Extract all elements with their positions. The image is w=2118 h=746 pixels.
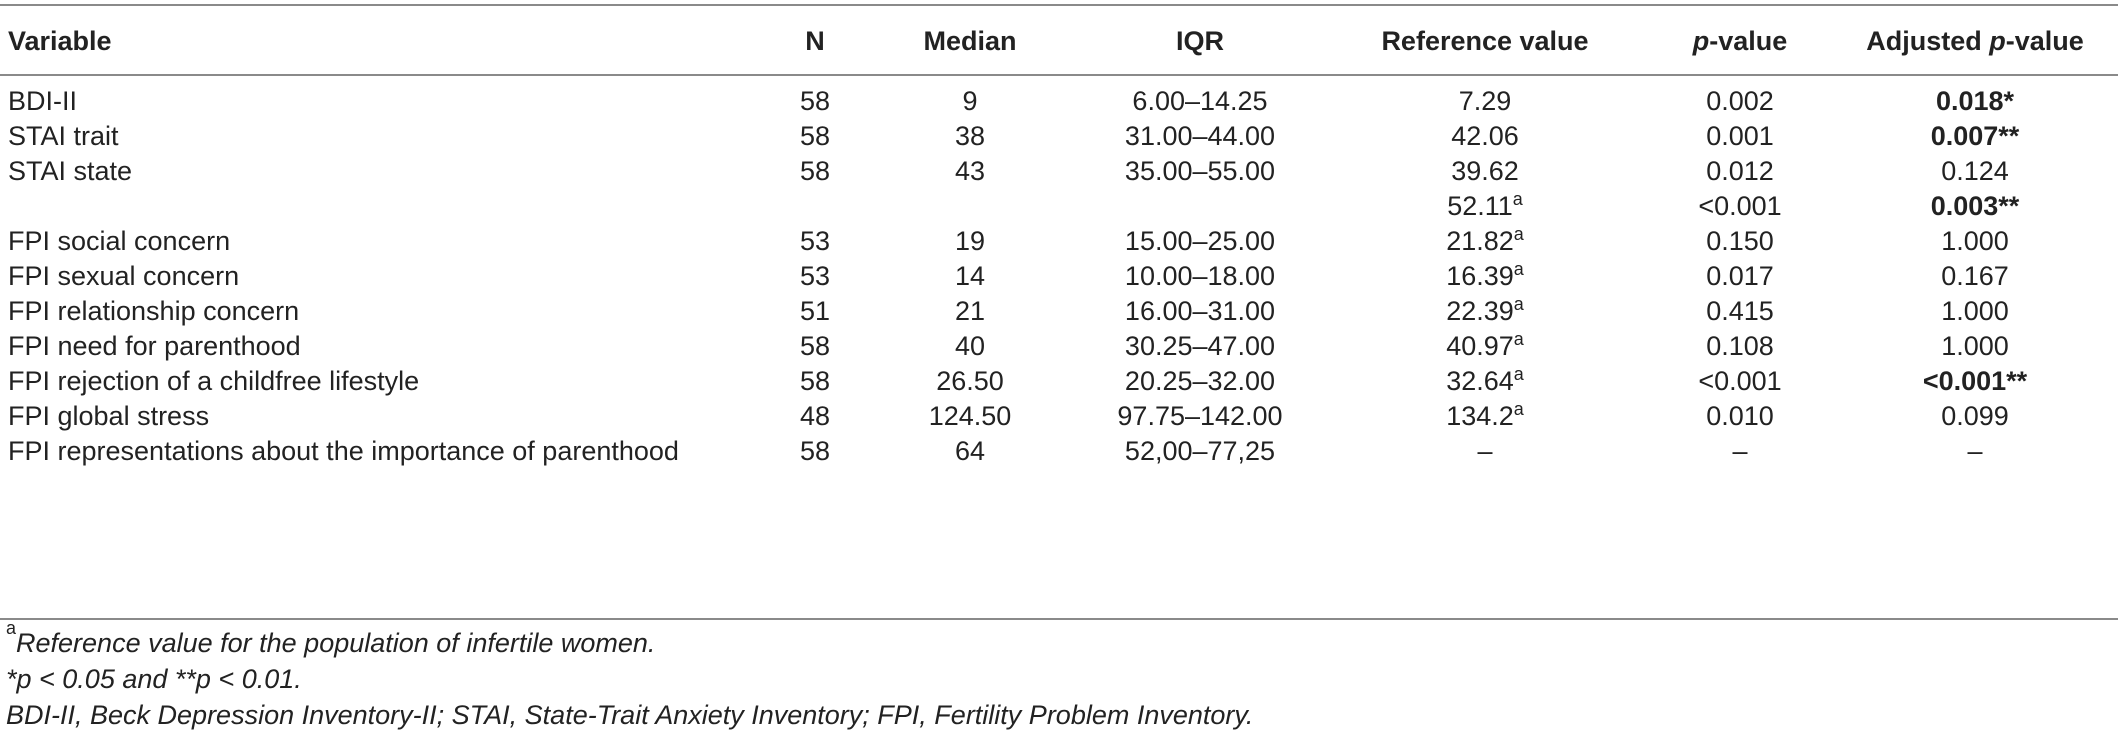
- cell-median: [870, 428, 1070, 475]
- cell-reference-value: [1330, 428, 1640, 475]
- cell-adjusted-p-value-text: 1.000: [1941, 296, 2009, 326]
- cell-reference-value: 22.39 $^a$: [1446, 293, 1524, 326]
- cell-reference-value: 32.64 $^a$: [1446, 363, 1524, 396]
- cell-variable-text: FPI global stress: [8, 401, 210, 431]
- cell-variable-text: FPI representations about the importance of parenthood: [8, 436, 679, 466]
- cell-adjusted-p-value-text: 1.000: [1941, 226, 2009, 256]
- cell-median-text: 9: [962, 86, 978, 116]
- cell-iqr-text: 97.75–142.00: [1117, 401, 1283, 431]
- cell-n-text: 58: [799, 121, 831, 151]
- header-adj-suffix: -value: [2005, 25, 2084, 56]
- cell-iqr-text: 20.25–32.00: [1124, 366, 1276, 396]
- header-variable: Variable: [8, 25, 112, 56]
- cell-n-text: 58: [799, 86, 831, 116]
- header-n: N: [805, 25, 825, 56]
- cell-n: [760, 428, 870, 475]
- header-p-suffix: -value: [1709, 25, 1788, 56]
- cell-median-text: 38: [954, 121, 986, 151]
- cell-iqr-text: 31.00–44.00: [1124, 121, 1276, 151]
- cell-n-text: 58: [799, 331, 831, 361]
- cell-median-text: 43: [954, 156, 986, 186]
- cell-adjusted-p-value-text: 0.167: [1941, 261, 2009, 291]
- table-row: [0, 428, 2118, 475]
- cell-variable-text: FPI relationship concern: [8, 296, 300, 326]
- header-iqr: IQR: [1175, 25, 1224, 56]
- cell-variable-text: STAI state: [8, 156, 133, 186]
- footnote-significance: *p < 0.05 and **p < 0.01.: [6, 664, 302, 694]
- cell-reference-value-text: 42.06: [1451, 121, 1519, 151]
- cell-p-value-text: 0.415: [1706, 296, 1774, 326]
- cell-adjusted-p-value-text: –: [1967, 436, 1983, 466]
- header-reference-value: Reference value: [1381, 25, 1589, 56]
- cell-p-value-text: 0.012: [1706, 156, 1774, 186]
- cell-adjusted-p-value-text: 0.003**: [1930, 191, 2020, 221]
- cell-reference-value-text: 39.62: [1451, 156, 1519, 186]
- cell-median-text: 19: [954, 226, 986, 256]
- cell-p-value-text: –: [1732, 436, 1748, 466]
- cell-median-text: 124.50: [928, 401, 1012, 431]
- cell-variable-text: FPI sexual concern: [8, 261, 240, 291]
- table-header-row: [0, 16, 2118, 66]
- table-top-rule: [0, 4, 2118, 6]
- cell-median-text: 14: [954, 261, 986, 291]
- table-header-rule: [0, 74, 2118, 76]
- cell-reference-value: 21.82 $^a$: [1446, 223, 1524, 256]
- cell-reference-value: 40.97 $^a$: [1446, 328, 1524, 361]
- cell-p-value-text: 0.001: [1706, 121, 1774, 151]
- cell-n-text: 51: [799, 296, 831, 326]
- footnote-a-text: Reference value for the population of infertile women.: [16, 628, 656, 658]
- cell-variable-text: BDI-II: [8, 86, 78, 116]
- cell-adjusted-p-value: [1840, 428, 2110, 475]
- cell-adjusted-p-value-text: <0.001**: [1922, 366, 2028, 396]
- cell-median-text: 40: [954, 331, 986, 361]
- cell-variable-text: FPI need for parenthood: [8, 331, 301, 361]
- cell-p-value-text: <0.001: [1698, 191, 1782, 221]
- header-p-value: [1640, 16, 1840, 66]
- cell-reference-value-text: 52.11: [1447, 191, 1513, 221]
- cell-p-value-text: 0.010: [1706, 401, 1774, 431]
- cell-n-text: 58: [799, 156, 831, 186]
- cell-reference-value-text: 16.39: [1446, 261, 1514, 291]
- cell-median-text: 64: [954, 436, 986, 466]
- cell-iqr-text: 16.00–31.00: [1124, 296, 1276, 326]
- cell-iqr: [1070, 428, 1330, 475]
- cell-variable-text: FPI rejection of a childfree lifestyle: [8, 366, 420, 396]
- cell-reference-value: 134.2 $^a$: [1446, 398, 1524, 431]
- cell-reference-value-text: 32.64: [1446, 366, 1514, 396]
- cell-reference-value-text: –: [1477, 436, 1493, 466]
- cell-reference-value-text: 22.39: [1446, 296, 1514, 326]
- cell-reference-value-text: 21.82: [1446, 226, 1514, 256]
- footnote-a-marker: a: [6, 618, 17, 638]
- cell-iqr-text: 30.25–47.00: [1124, 331, 1276, 361]
- cell-iqr-text: 6.00–14.25: [1132, 86, 1268, 116]
- cell-p-value-text: 0.150: [1706, 226, 1774, 256]
- header-median: Median: [923, 25, 1017, 56]
- cell-p-value-text: 0.108: [1706, 331, 1774, 361]
- cell-adjusted-p-value-text: 0.007**: [1930, 121, 2020, 151]
- cell-variable-text: STAI trait: [8, 121, 119, 151]
- cell-adjusted-p-value-text: 1.000: [1941, 331, 2009, 361]
- header-adjusted-p-value: [1840, 16, 2110, 66]
- cell-reference-value-text: 7.29: [1458, 86, 1512, 116]
- cell-n-text: 53: [799, 226, 831, 256]
- cell-reference-value: 16.39 $^a$: [1446, 258, 1524, 291]
- header-p-italic: p: [1692, 25, 1710, 56]
- cell-p-value-text: 0.017: [1706, 261, 1774, 291]
- table-bottom-rule: [0, 618, 2118, 620]
- cell-p-value-text: 0.002: [1706, 86, 1774, 116]
- cell-iqr-text: 35.00–55.00: [1124, 156, 1276, 186]
- cell-median-text: 26.50: [936, 366, 1004, 396]
- header-adj-italic: p: [1989, 25, 2006, 56]
- header-adj-prefix: Adjusted: [1866, 25, 1990, 56]
- cell-variable-text: FPI social concern: [8, 226, 231, 256]
- cell-iqr-text: 15.00–25.00: [1124, 226, 1276, 256]
- cell-reference-value-text: 40.97: [1446, 331, 1514, 361]
- cell-reference-value: 52.11 $^a$: [1447, 188, 1523, 221]
- cell-reference-value-text: 134.2: [1446, 401, 1514, 431]
- footnote-reference: [6, 618, 656, 659]
- cell-n-text: 58: [799, 436, 831, 466]
- cell-iqr-text: 52,00–77,25: [1124, 436, 1276, 466]
- cell-n-text: 58: [799, 366, 831, 396]
- cell-n-text: 48: [799, 401, 831, 431]
- footnote-abbreviations: BDI-II, Beck Depression Inventory-II; STAI, State-Trait Anxiety Inventory; FPI, Fertility Problem Inventory.: [6, 700, 1254, 730]
- cell-p-value-text: <0.001: [1698, 366, 1782, 396]
- cell-median-text: 21: [954, 296, 986, 326]
- cell-iqr-text: 10.00–18.00: [1124, 261, 1276, 291]
- cell-variable: [8, 428, 768, 475]
- cell-p-value: [1640, 428, 1840, 475]
- cell-adjusted-p-value-text: 0.018*: [1935, 86, 2015, 116]
- cell-n-text: 53: [799, 261, 831, 291]
- cell-adjusted-p-value-text: 0.099: [1941, 401, 2009, 431]
- cell-adjusted-p-value-text: 0.124: [1941, 156, 2009, 186]
